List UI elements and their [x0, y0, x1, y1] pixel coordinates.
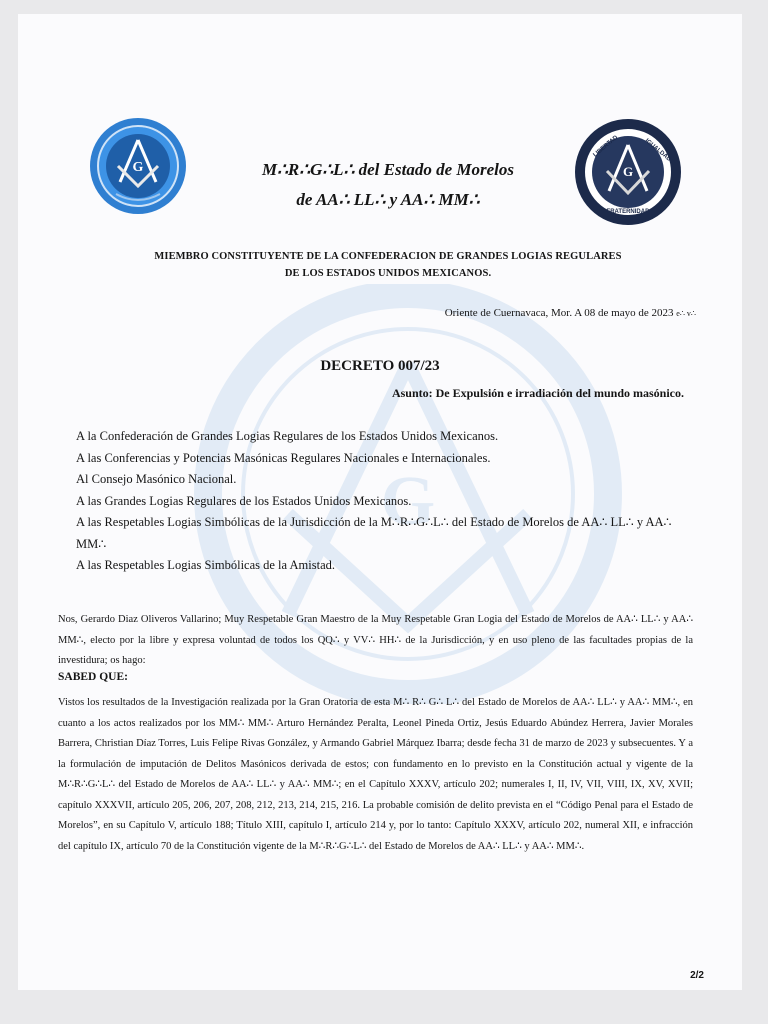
decree-subject: Asunto: De Expulsión e irradiación del mundo masónico.: [391, 386, 684, 400]
recipient-item: A las Grandes Logias Regulares de los Estados Unidos Mexicanos.: [76, 493, 412, 508]
svg-text:G: G: [132, 160, 144, 175]
recipient-list: [76, 426, 696, 577]
square-compass-seal-icon: [573, 117, 683, 227]
recipient-item: A las Respetables Logias Simbólicas de la Jurisdicción de la M∴R∴G∴L∴ del Estado de Morelos de AA∴ LL∴ y AA∴ MM∴: [76, 515, 672, 551]
intro-paragraph: Nos, Gerardo Diaz Oliveros Vallarino; Muy Respetable Gran Maestro de la Muy Respetable Gran Logia del Estado de Morelos de AA∴ LL∴ y AA∴ MM∴, electo por la libre y expresa voluntad de todos los QQ∴ y VV∴ HH∴ de la Jurisdicción, y en uso pleno de las facultades propias de la investidura; os hago:: [58, 614, 693, 666]
svg-text:G: G: [622, 164, 634, 179]
svg-text:FRATERNIDAD: FRATERNIDAD: [606, 209, 650, 215]
svg-text:G: G: [380, 463, 436, 540]
svg-text:LIBERTAD: LIBERTAD: [592, 134, 620, 159]
svg-text:IGUALDAD: IGUALDAD: [643, 137, 672, 163]
document-page: [18, 14, 742, 990]
sabed-que-heading: SABED QUE:: [58, 671, 128, 683]
recipient-item: A la Confederación de Grandes Logias Regulares de los Estados Unidos Mexicanos.: [76, 429, 499, 443]
membership-statement: MIEMBRO CONSTITUYENTE DE LA CONFEDERACION DE GRANDES LOGIAS REGULARES DE LOS ESTADOS UNIDOS MEXICANOS.: [154, 251, 622, 279]
recipient-item: Al Consejo Masónico Nacional.: [76, 472, 237, 486]
recipient-item: A las Conferencias y Potencias Masónicas Regulares Nacionales e Internacionales.: [76, 450, 491, 465]
findings-paragraph: Vistos los resultados de la Investigación realizada por la Gran Oratoria de esta M∴ R∴ G∴ L∴ del Estado de Morelos de AA∴ LL∴ y AA∴ MM∴, en cuanto a los actos realizados por los MM∴ MM∴ Arturo Hernández Peralta, Leonel Pineda Ortiz, Jesús Eduardo Abúndez Herrera, Javier Morales Barrera, Christian Díaz Torres, Luis Felipe Rivas González, y Armando Gabriel Márquez Ibarra; desde fecha 31 de marzo de 2023 y subsecuentes. Y a la formulación de imputación de Delitos Masónicos derivada de estos; con fundamento en lo previsto en la Constitución actual y vigente de la M∴R∴G∴L∴ del Estado de Morelos de AA∴ LL∴ y AA∴ MM∴; en el Capítulo XXXV, artículo 202; numerales I, II, IV, VII, VIII, IX, XV, XVII; capítulo XXXVII, artículo 205, 206, 207, 208, 212, 213, 214, 215, 216. La probable comisión de delito prevista en el “Código Penal para el Estado de Morelos”, en su Capítulo V, artículo 188; Título XIII, capítulo I, artículo 214 y, por lo tanto: Capítulo XXXV, artículo 202, numeral XII, e infracción del capítulo IX, artículo 70 de la Constitución vigente de la M∴R∴G∴L∴ del Estado de Morelos de AA∴ LL∴ y AA∴ MM∴.: [58, 697, 693, 852]
square-compass-seal-icon: [88, 116, 188, 216]
decree-number: DECRETO 007/23: [320, 358, 440, 374]
recipient-item: A las Respetables Logias Simbólicas de la Amistad.: [76, 558, 335, 572]
lodge-subtitle: de AA∴ LL∴ y AA∴ MM∴: [296, 190, 480, 209]
lodge-title: M∴R∴G∴L∴ del Estado de Morelos: [262, 160, 514, 179]
page-number: 2/2: [690, 970, 704, 981]
date-line: Oriente de Cuernavaca, Mor. A 08 de mayo de 2023 e∴ v∴: [444, 307, 696, 319]
